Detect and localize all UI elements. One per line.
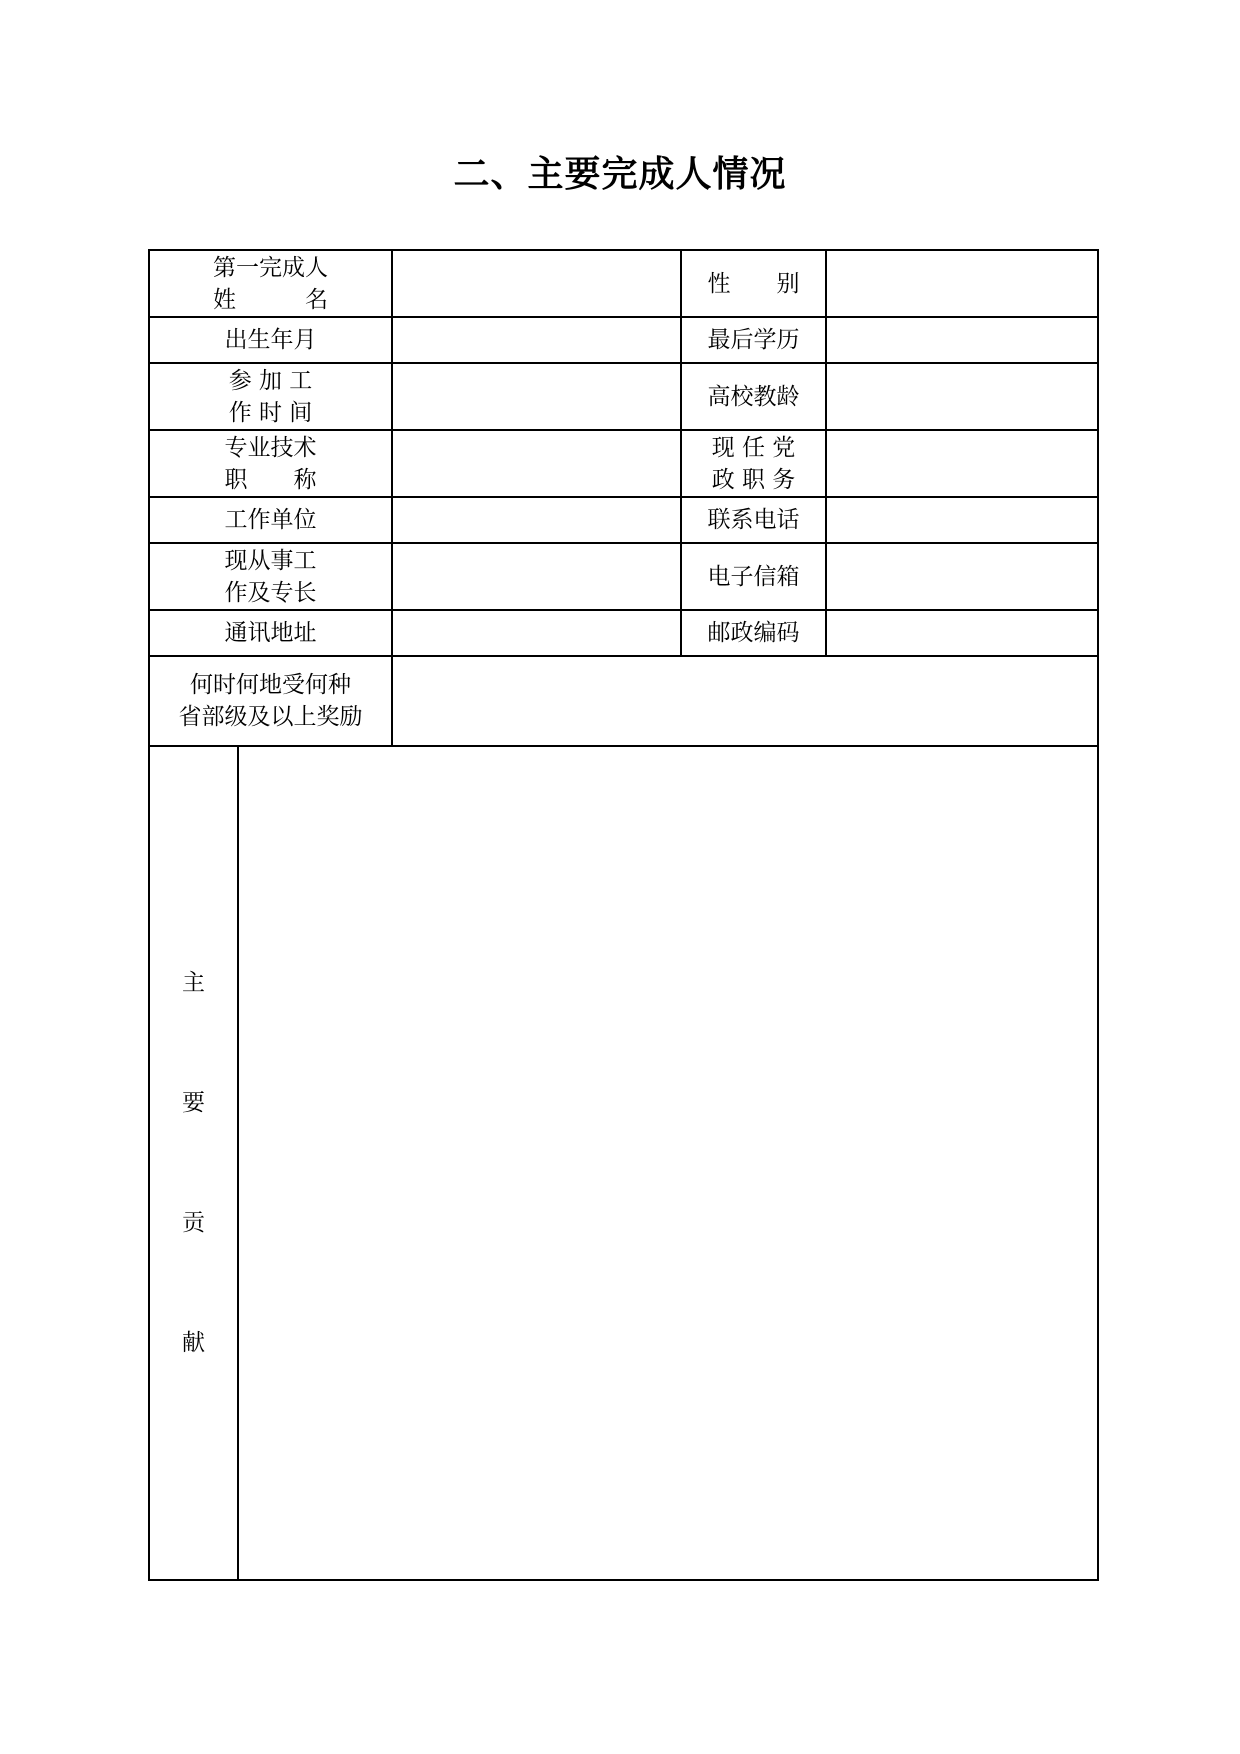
label-name: 第一完成人 姓 名	[149, 250, 392, 317]
label-teaching-years: 高校教龄	[681, 363, 826, 430]
label-title-rank: 专业技术 职 称	[149, 430, 392, 497]
field-work-start[interactable]	[392, 363, 681, 430]
personnel-info-table	[148, 249, 1099, 1581]
field-phone[interactable]	[826, 497, 1098, 543]
field-party-post[interactable]	[826, 430, 1098, 497]
label-phone: 联系电话	[681, 497, 826, 543]
label-birth: 出生年月	[149, 317, 392, 363]
vertical-label: 主 要 贡 献	[182, 970, 205, 1356]
label-postcode: 邮政编码	[681, 610, 826, 656]
label-employer: 工作单位	[149, 497, 392, 543]
field-current-work[interactable]	[392, 543, 681, 610]
field-address[interactable]	[392, 610, 681, 656]
label-work-start: 参 加 工 作 时 间	[149, 363, 392, 430]
field-email[interactable]	[826, 543, 1098, 610]
label-main-contribution	[149, 746, 238, 1580]
label-email: 电子信箱	[681, 543, 826, 610]
field-postcode[interactable]	[826, 610, 1098, 656]
field-birth[interactable]	[392, 317, 681, 363]
label-gender: 性 别	[681, 250, 826, 317]
field-main-contribution[interactable]	[238, 746, 1098, 1580]
field-gender[interactable]	[826, 250, 1098, 317]
field-awards[interactable]	[392, 656, 1098, 746]
label-current-work: 现从事工 作及专长	[149, 543, 392, 610]
field-employer[interactable]	[392, 497, 681, 543]
label-awards: 何时何地受何种 省部级及以上奖励	[149, 656, 392, 746]
label-party-post: 现 任 党 政 职 务	[681, 430, 826, 497]
page-title: 二、主要完成人情况	[453, 153, 787, 195]
label-education: 最后学历	[681, 317, 826, 363]
field-teaching-years[interactable]	[826, 363, 1098, 430]
field-title-rank[interactable]	[392, 430, 681, 497]
field-name[interactable]	[392, 250, 681, 317]
label-address: 通讯地址	[149, 610, 392, 656]
field-education[interactable]	[826, 317, 1098, 363]
